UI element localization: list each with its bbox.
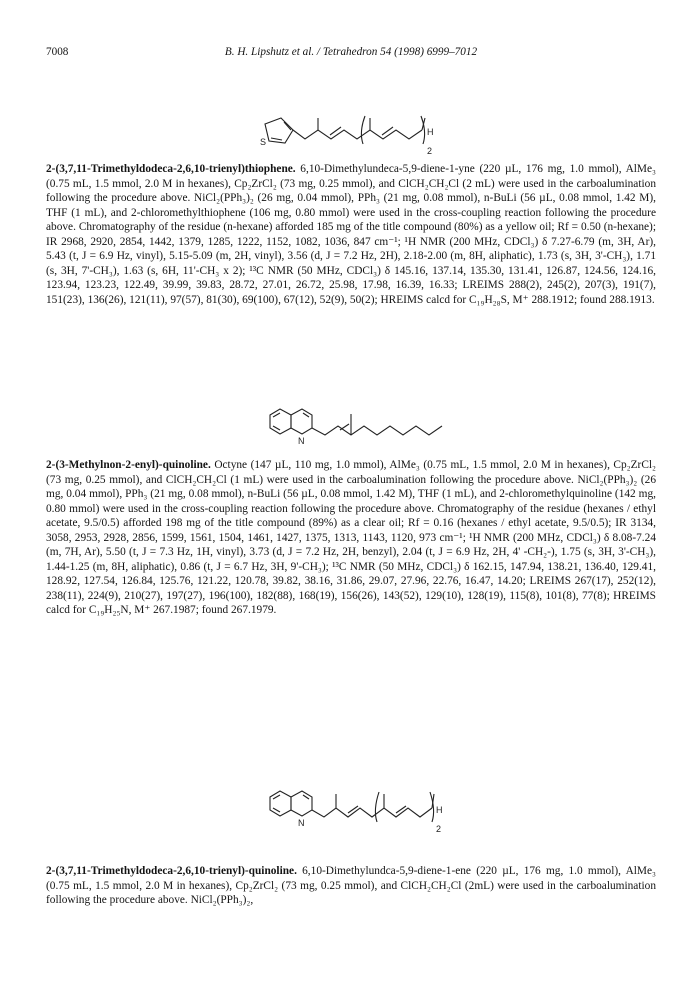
compound-title: 2-(3,7,11-Trimethyldodeca-2,6,10-trienyl)thiophene. <box>46 163 296 175</box>
h-label: H <box>436 805 443 815</box>
h-label: H <box>427 127 434 137</box>
structure-quinoline-methylnonenyl <box>258 402 448 452</box>
structure-thiophene-compound <box>255 108 445 158</box>
entry-thiophene <box>46 162 656 307</box>
entry-quinoline-methylnonenyl <box>46 458 656 618</box>
quinoline-ring <box>270 409 312 434</box>
page-number: 7008 <box>46 46 69 58</box>
repeat-count-label: 2 <box>436 824 442 834</box>
repeat-count-label: 2 <box>427 146 433 156</box>
running-head: B. H. Lipshutz et al. / Tetrahedron 54 (1998) 6999–7012 <box>224 46 478 58</box>
entry-paragraph <box>46 162 656 307</box>
terpenoid-chain <box>312 808 432 817</box>
page-header <box>46 46 656 62</box>
sulfur-atom-label: S <box>260 137 267 147</box>
thiophene-ring <box>265 118 293 143</box>
entry-paragraph <box>46 864 656 908</box>
structure-quinoline-trienyl <box>258 784 448 834</box>
entry-paragraph <box>46 458 656 618</box>
entry-quinoline-trienyl <box>46 864 656 908</box>
compound-title: 2-(3,7,11-Trimethyldodeca-2,6,10-trienyl)-quinoline. <box>46 865 297 877</box>
terpenoid-chain <box>293 130 422 139</box>
compound-title: 2-(3-Methylnon-2-enyl)-quinoline. <box>46 459 211 471</box>
nitrogen-atom-label: N <box>298 818 305 828</box>
quinoline-ring <box>270 791 312 816</box>
nitrogen-atom-label: N <box>298 436 305 446</box>
entry-text: Octyne (147 µL, 110 mg, 1.0 mmol), AlMe₃ (0.75 mL, 1.5 mmol, 2.0 M in hexanes), Cp₂ZrCl₂ (73 mg, 0.25 mmol), and ClCH₂CH₂Cl (1 mL) were used in the carboalumination following the procedure above. NiCl₂(PPh₃)₂ (26 mg, 0.04 mmol), PPh₃ (21 mg, 0.08 mmol), n-BuLi (56 µL, 0.08 mmol, 1.42 M), THF (1 mL), and 2-chloromethylquinoline (142 mg, 0.80 mmol) were used in the cross-coupling reaction following the procedure above. Chromatography of the residue (hexanes / ethyl acetate, 9.5/0.5) afforded 198 mg of the title compound (89%) as a clear oil; Rf = 0.16 (hexanes / ethyl acetate, 9.5/0.5); IR 3134, 3058, 2953, 2928, 2856, 1599, 1561, 1504, 1461, 1427, 1375, 1313, 1143, 1120, 973 cm⁻¹; ¹H NMR (200 MHz, CDCl₃) δ 8.08-7.24 (m, 7H, Ar), 5.50 (t, J = 7.3 Hz, 1H, vinyl), 3.73 (d, J = 7.2 Hz, 2H, benzyl), 2.04 (t, J = 6.9 Hz, 2H, 4' -CH₂-), 1.75 (s, 3H, 3'-CH₃), 1.44-1.25 (m, 8H, aliphatic), 0.86 (t, J = 6.7 Hz, 3H, 9'-CH₃); ¹³C NMR (50 MHz, CDCl₃) δ 162.15, 147.94, 138.21, 136.40, 129.41, 128.92, 127.54, 126.84, 125.76, 121.22, 120.78, 39.82, 38.16, 31.86, 29.07, 27.96, 22.76, 16.47, 14.20; LREIMS 267(17), 252(12), 238(11), 224(9), 210(27), 197(27), 196(100), 182(88), 168(19), 156(26), 143(52), 129(10), 128(19), 115(8), 101(8), 77(8); HREIMS calcd for C₁₉H₂₅N, M⁺ 267.1987; found 267.1979. <box>46 459 656 617</box>
entry-text: 6,10-Dimethylundeca-5,9-diene-1-yne (220 µL, 176 mg, 1.0 mmol), AlMe₃ (0.75 mL, 1.5 mmol, 2.0 M in hexanes), Cp₂ZrCl₂ (73 mg, 0.25 mmol), and ClCH₂CH₂Cl (2 mL) were used in the carboalumination following the procedure above. NiCl₂(PPh₃)₂ (26 mg, 0.04 mmol), PPh₃ (21 mg, 0.08 mmol), n-BuLi (56 µL, 0.08 mmol, 1.42 M), THF (1 mL), and 2-chloromethylthiophene (106 mg, 0.80 mmol) were used in the cross-coupling reaction following the procedure above. Chromatography of the residue (n-hexane) afforded 185 mg of the title compound (80%) as a yellow oil; Rf = 0.50 (n-hexane); IR 2968, 2920, 2854, 1442, 1379, 1285, 1222, 1152, 1082, 1036, 847 cm⁻¹; ¹H NMR (200 MHz, CDCl₃) δ 7.27-6.79 (m, 3H, Ar), 5.43 (t, J = 6.9 Hz, vinyl), 5.15-5.09 (m, 2H, vinyl), 3.56 (d, J = 7.2 Hz, 2H), 2.18-2.00 (m, 8H, aliphatic), 1.73 (s, 3H, 3'-CH₃), 1.71 (s, 3H, 7'-CH₃), 1.63 (s, 6H, 11'-CH₃ x 2); ¹³C NMR (50 MHz, CDCl₃) δ 145.16, 137.14, 135.30, 131.41, 126.87, 124.56, 124.16, 123.94, 123.23, 122.49, 39.99, 39.83, 28.72, 27.01, 26.72, 25.98, 17.98, 16.39, 16.33; LREIMS 288(2), 245(2), 207(3), 191(7), 151(23), 136(26), 121(11), 97(57), 81(30), 69(100), 67(12), 52(9), 50(2); HREIMS calcd for C₁₉H₂₈S, M⁺ 288.1912; found 288.1913. <box>46 163 656 306</box>
entry-text: 6,10-Dimethylundca-5,9-diene-1-ene (220 µL, 176 mg, 1.0 mmol), AlMe₃ (0.75 mL, 1.5 mmol, 2.0 M in hexanes), Cp₂ZrCl₂ (73 mg, 0.25 mmol), and ClCH₂CH₂Cl (2mL) were used in the carboalumination following the procedure above. NiCl₂(PPh₃)₂, <box>46 865 656 907</box>
alkyl-chain <box>312 426 442 435</box>
